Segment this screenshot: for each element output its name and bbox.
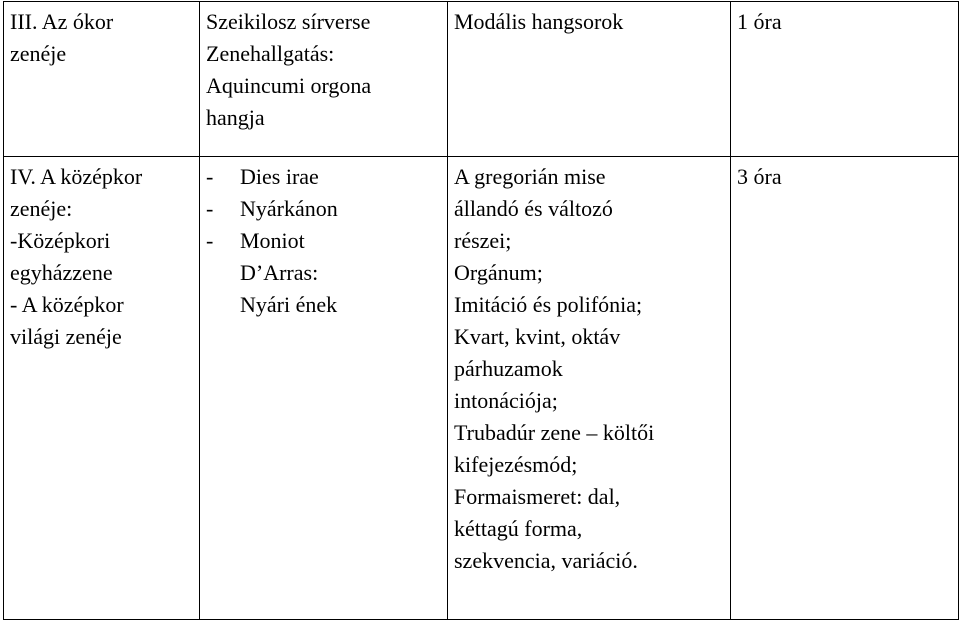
music-line: Zenehallgatás:	[206, 41, 335, 66]
list-dash: -	[206, 196, 214, 221]
list-dash: -	[206, 164, 214, 189]
table-row	[4, 157, 959, 620]
music-line: hangja	[206, 105, 265, 130]
topic-line: -Középkori	[10, 228, 111, 253]
topic-line: világi zenéje	[10, 324, 122, 349]
table-row	[4, 2, 959, 157]
hours-cell	[731, 2, 959, 157]
topic-cell	[4, 2, 200, 157]
skills-cell	[448, 157, 731, 620]
skills-line: Formaismeret: dal,	[454, 484, 621, 509]
topic-line: egyházzene	[10, 260, 113, 285]
list-item	[206, 161, 441, 193]
music-line: Aquincumi orgona	[206, 73, 372, 98]
list-item	[206, 193, 441, 225]
skills-line: Modális hangsorok	[454, 9, 624, 34]
list-item-text: Dies irae	[240, 164, 319, 189]
list-dash: -	[206, 228, 214, 253]
skills-line: Kvart, kvint, oktáv	[454, 324, 621, 349]
topic-line: zenéje:	[10, 196, 73, 221]
topic-line: IV. A középkor	[10, 164, 143, 189]
skills-line: szekvencia, variáció.	[454, 548, 638, 573]
music-cell	[200, 2, 448, 157]
skills-line: kifejezésmód;	[454, 452, 578, 477]
skills-line: kéttagú forma,	[454, 516, 583, 541]
list-item-text: Nyári ének	[240, 292, 338, 317]
topic-cell	[4, 157, 200, 620]
curriculum-table	[3, 1, 959, 620]
topic-line: - A középkor	[10, 292, 124, 317]
music-line: Szeikilosz sírverse	[206, 9, 371, 34]
hours-value: 1 óra	[737, 9, 782, 34]
music-cell	[200, 157, 448, 620]
skills-line: A gregorián mise	[454, 164, 606, 189]
skills-line: Orgánum;	[454, 260, 543, 285]
skills-line: párhuzamok	[454, 356, 563, 381]
skills-line: részei;	[454, 228, 512, 253]
skills-line: intonációja;	[454, 388, 558, 413]
skills-line: Trubadúr zene – költői	[454, 420, 655, 445]
list-item	[206, 225, 441, 321]
hours-value: 3 óra	[737, 164, 782, 189]
list-item-text: Moniot	[240, 228, 305, 253]
music-list	[206, 161, 441, 321]
topic-line: zenéje	[10, 41, 67, 66]
skills-line: állandó és változó	[454, 196, 613, 221]
skills-line: Imitáció és polifónia;	[454, 292, 643, 317]
list-item-text: Nyárkánon	[240, 196, 338, 221]
topic-line: III. Az ókor	[10, 9, 114, 34]
skills-cell	[448, 2, 731, 157]
hours-cell	[731, 157, 959, 620]
list-item-text: D’Arras:	[240, 260, 319, 285]
